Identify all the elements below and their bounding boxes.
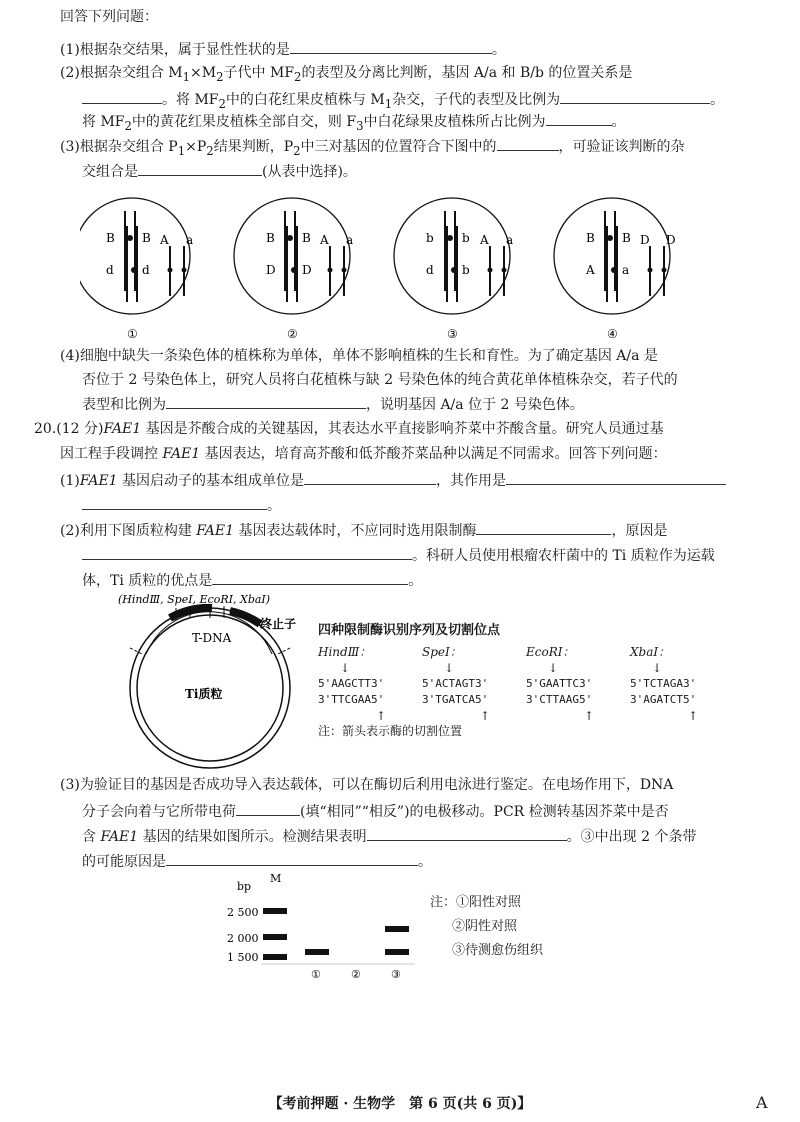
enzyme-entry — [630, 644, 730, 724]
enzyme-name: HindⅢ： — [318, 645, 372, 659]
gel-note-1: 注：①阳性对照 — [430, 895, 522, 910]
enzyme-name: SpeⅠ： — [422, 645, 462, 659]
answer-blank[interactable] — [212, 570, 408, 585]
cell-label: ① — [127, 327, 138, 341]
cut-arrow-icon: ↑ — [480, 709, 491, 723]
lane3-band-upper — [385, 926, 409, 932]
sequence-top: 5'AAGCTT3' — [318, 677, 385, 690]
q2-line-2: 。将 $MF_2$中的白花红果皮植株与 $M_1$杂交，子代的表型及比例为 。 — [82, 89, 724, 113]
answer-blank[interactable] — [476, 520, 611, 535]
q20-3-line-3: 含 FAE1 基因的结果如图所示。检测结果表明 。③中出现 2 个条带 — [82, 826, 696, 846]
cut-arrow-icon: ↓ — [548, 661, 559, 675]
gel-size-1500: 1 500 — [227, 951, 259, 964]
gel-bp-label: bp — [237, 880, 252, 893]
allele-label: A — [320, 233, 329, 247]
cut-arrow-icon: ↑ — [584, 709, 595, 723]
marker-band-2500 — [263, 908, 287, 914]
allele-label: D — [640, 233, 650, 247]
gel-size-2000: 2 000 — [227, 932, 259, 945]
allele-label: b — [462, 263, 470, 277]
cut-arrow-icon: ↓ — [340, 661, 351, 675]
page-footer: 【考前押题 · 生物学 第 6 页(共 6 页)】 — [268, 1096, 532, 1112]
gel-note-3: ③待测愈伤组织 — [452, 943, 544, 958]
enzyme-name: XbaⅠ： — [630, 645, 671, 659]
allele-label: B — [302, 231, 311, 245]
q20-2-line-3: 体，Ti 质粒的优点是 。 — [82, 570, 422, 590]
allele-label: A — [480, 233, 489, 247]
allele-label: b — [462, 231, 470, 245]
gel-lane-1: ① — [311, 968, 321, 981]
allele-label: B — [266, 231, 275, 245]
q20-1-line: (1)FAE1 基因启动子的基本组成单位是 ，其作用是 — [60, 470, 726, 490]
answer-blank[interactable] — [367, 826, 567, 841]
cut-arrow-icon: ↑ — [376, 709, 387, 723]
q4-line-2: 否位于 2 号染色体上，研究人员将白花植株与缺 2 号染色体的纯合黄花单体植株杂交，若子代的 — [82, 372, 678, 388]
answer-blank[interactable] — [138, 161, 262, 176]
sequence-bottom: 3'TGATCA5' — [422, 693, 489, 706]
q4-line-3: 表型和比例为 ，说明基因 A/a 位于 2 号染色体。 — [82, 394, 584, 414]
gel-electrophoresis — [225, 868, 425, 983]
cell-label: ② — [287, 327, 298, 341]
sequence-bottom: 3'CTTAAG5' — [526, 693, 593, 706]
marker-band-2000 — [263, 934, 287, 940]
terminator-label: 终止子 — [260, 617, 297, 631]
sequence-top: 5'GAATTC3' — [526, 677, 593, 690]
answer-blank[interactable] — [506, 470, 726, 485]
q3-line-2: 交组合是 (从表中选择)。 — [82, 161, 357, 181]
cell-diagram-1 — [80, 198, 193, 341]
enzyme-table-title: 四种限制酶识别序列及切割位点 — [318, 623, 501, 638]
cell-diagrams — [80, 188, 730, 344]
enzyme-entry — [526, 644, 626, 724]
cell-diagram-2 — [234, 198, 353, 341]
sequence-top: 5'TCTAGA3' — [630, 677, 697, 690]
lane1-band — [305, 949, 329, 955]
gel-size-2500: 2 500 — [227, 906, 259, 919]
intro-text: 回答下列问题： — [60, 9, 158, 25]
gel-lane-2: ② — [351, 968, 361, 981]
answer-blank[interactable] — [236, 801, 300, 816]
cut-arrow-icon: ↓ — [444, 661, 455, 675]
allele-label: D — [666, 233, 676, 247]
cell-label: ④ — [607, 327, 618, 341]
gel-marker-label: M — [270, 872, 282, 885]
allele-label: D — [266, 263, 276, 277]
allele-label: A — [586, 263, 595, 277]
answer-blank[interactable] — [166, 394, 366, 409]
tdna-label: T-DNA — [192, 631, 232, 645]
q20-1-line-2: 。 — [82, 495, 281, 515]
answer-blank[interactable] — [166, 851, 418, 866]
answer-blank[interactable] — [497, 136, 559, 151]
q2-line-3: 将 $MF_2$中的黄花红果皮植株全部自交，则 $F_3$中白花绿果皮植株所占比例为 。 — [82, 111, 626, 135]
cell-label: ③ — [447, 327, 458, 341]
q20-2-line-1: (2)利用下图质粒构建 FAE1 基因表达载体时，不应同时选用限制酶 ，原因是 — [60, 520, 667, 540]
allele-label: B — [586, 231, 595, 245]
answer-blank[interactable] — [82, 545, 412, 560]
cut-arrow-icon: ↓ — [652, 661, 663, 675]
allele-label: a — [186, 233, 194, 247]
allele-label: a — [346, 233, 354, 247]
q2-line-1: (2)根据杂交组合 $M_1\times M_2$子代中 $MF_2$的表型及分离比判断，基因 A/a 和 B/b 的位置关系是 — [60, 65, 633, 84]
q20-3-line-2: 分子会向着与它所带电荷 (填“相同”“相反”)的电极移动。PCR 检测转基因芥菜中是否 — [82, 801, 669, 821]
page-letter: A — [756, 1093, 768, 1112]
cut-arrow-icon: ↑ — [688, 709, 699, 723]
allele-label: D — [302, 263, 312, 277]
answer-blank[interactable] — [290, 39, 492, 54]
q20-3-line-1: (3)为验证目的基因是否成功导入表达载体，可以在酶切后利用电泳进行鉴定。在电场作用下，DNA — [60, 777, 674, 793]
q3-line-1: (3)根据杂交组合 $P_1\times P_2$结果判断，$P_2$中三对基因的位置符合下图中的 ，可验证该判断的杂 — [60, 136, 685, 160]
answer-blank[interactable] — [546, 111, 612, 126]
sequence-top: 5'ACTAGT3' — [422, 677, 489, 690]
q1-line: (1)根据杂交结果，属于显性性状的是 。 — [60, 39, 506, 59]
allele-label: B — [106, 231, 115, 245]
q20-2-line-2: 。科研人员使用根瘤农杆菌中的 Ti 质粒作为运载 — [82, 545, 715, 565]
allele-label: A — [160, 233, 169, 247]
q4-line-1: (4)细胞中缺失一条染色体的植株称为单体，单体不影响植株的生长和育性。为了确定基因 A/a 是 — [60, 348, 658, 364]
q1-text: (1)根据杂交结果，属于显性性状的是 — [60, 42, 290, 58]
enzyme-note: 注：箭头表示酶的切割位置 — [318, 724, 463, 738]
lane3-band-lower — [385, 949, 409, 955]
allele-label: a — [622, 263, 630, 277]
allele-label: d — [426, 263, 434, 277]
marker-band-1500 — [263, 954, 287, 960]
cell-diagram-4 — [554, 198, 676, 341]
enzyme-table — [318, 644, 738, 724]
gel-note-2: ②阴性对照 — [452, 919, 518, 934]
answer-blank[interactable] — [560, 89, 710, 104]
allele-label: B — [622, 231, 631, 245]
cell-diagram-3 — [394, 198, 513, 341]
allele-label: d — [106, 263, 114, 277]
gel-lane-3: ③ — [391, 968, 401, 981]
enzyme-entry — [422, 644, 522, 724]
allele-label: d — [142, 263, 150, 277]
q20-3-line-4: 的可能原因是 。 — [82, 851, 432, 871]
enzyme-name: EcoRⅠ： — [526, 645, 575, 659]
sequence-bottom: 3'AGATCT5' — [630, 693, 697, 706]
plasmid-name: Ti质粒 — [185, 687, 223, 701]
enzyme-site-label: (HindⅢ, SpeⅠ, EcoRⅠ, XbaⅠ) — [118, 593, 271, 606]
q20-line-1: 20.(12 分)FAE1 基因是芥酸合成的关键基因，其表达水平直接影响芥菜中芥酸含量。研究人员通过基 — [34, 421, 664, 437]
ti-plasmid-diagram — [110, 588, 340, 773]
q20-line-2: 因工程手段调控 FAE1 基因表达，培育高芥酸和低芥酸芥菜品种以满足不同需求。回答下列问题： — [60, 446, 667, 462]
allele-label: b — [426, 231, 434, 245]
enzyme-entry — [318, 644, 418, 724]
answer-blank[interactable] — [82, 89, 162, 104]
answer-blank[interactable] — [82, 495, 267, 510]
answer-blank[interactable] — [304, 470, 436, 485]
allele-label: a — [506, 233, 514, 247]
sequence-bottom: 3'TTCGAA5' — [318, 693, 385, 706]
allele-label: B — [142, 231, 151, 245]
